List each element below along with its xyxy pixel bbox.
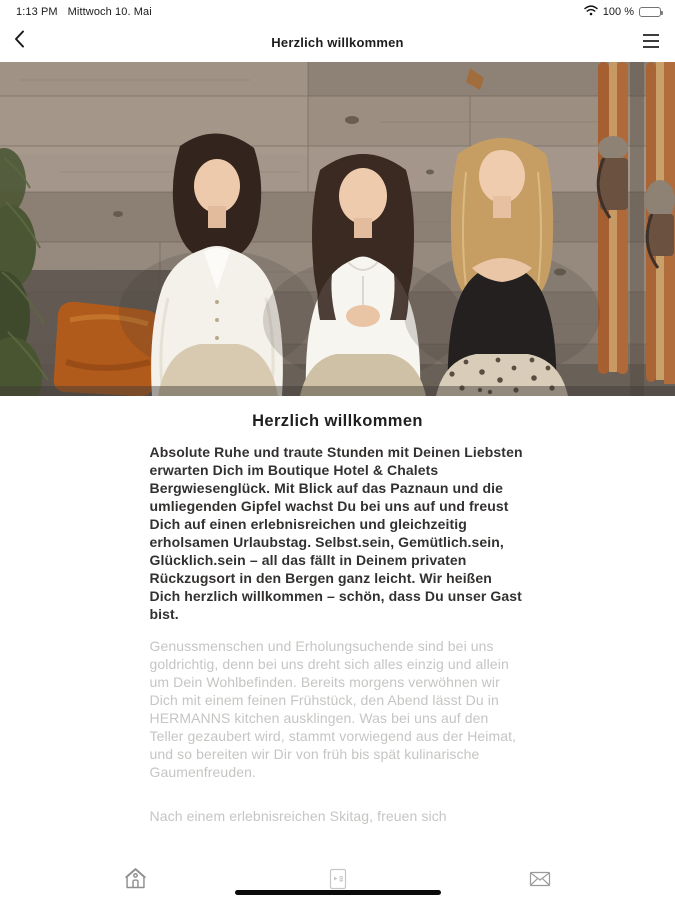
welcome-heading: Herzlich willkommen (252, 412, 423, 430)
content-area (150, 412, 526, 825)
mail-icon (527, 868, 553, 893)
hero-photo (0, 62, 675, 396)
tab-bar (0, 863, 675, 900)
third-paragraph-clipped: Nach einem erlebnisreichen Skitag, freuen sich (149, 808, 447, 824)
page-title: Herzlich willkommen (271, 34, 404, 50)
intro-paragraph: Absolute Ruhe und traute Stunden mit Deinen Liebsten erwarten Dich im Boutique Hotel & Chalets Bergwiesenglück. Mit Blick auf das Paznaun und die umliegenden Gipfel wachst Du bei uns auf und freust Dich auf einen erlebnisreichen und gleichzeitig erholsamen Urlaubstag. Selbst.sein, Gemütlich.sein, Glücklich.sein – all das fällt in Deinem privaten Rückzugsort in den Bergen ganz leicht. Wir heißen Dich herzlich willkommen – schön, dass Du unser Gast bist. (149, 444, 523, 622)
ski-right (645, 62, 675, 384)
back-button[interactable] (10, 26, 29, 55)
tab-mail[interactable] (520, 865, 560, 895)
status-right (584, 5, 661, 19)
menu-button[interactable] (641, 32, 661, 50)
team-photo-illustration (0, 62, 675, 396)
tab-home[interactable] (115, 865, 155, 895)
nav-bar (0, 22, 675, 62)
hamburger-icon (643, 34, 659, 36)
status-left (16, 6, 152, 18)
home-icon (122, 865, 149, 895)
second-paragraph: Genussmenschen und Erholungsuchende sind bei uns goldrichtig, denn bei uns dreht sich alles einzig und allein um Dein Wohlbefinden. Bereits morgens verwöhnen wir Dich mit einem feinen Frühstück, den Abend lässt Du in HERMANNS kitchen ausklingen. Was bei uns auf den Teller gezaubert wird, stammt vorwiegend aus der Heimat, und so bereiten wir Dir von früh bis spät kulinarische Gaumenfreuden. (149, 638, 517, 780)
status-date: Mittwoch 10. Mai (67, 6, 152, 18)
wifi-icon (584, 5, 598, 19)
battery-icon (639, 7, 661, 17)
home-indicator[interactable] (235, 890, 441, 895)
status-bar (0, 0, 675, 22)
chevron-left-icon (14, 36, 25, 51)
battery-percent: 100 % (602, 6, 634, 18)
status-time: 1:13 PM (16, 6, 58, 18)
ski-left (598, 62, 628, 374)
